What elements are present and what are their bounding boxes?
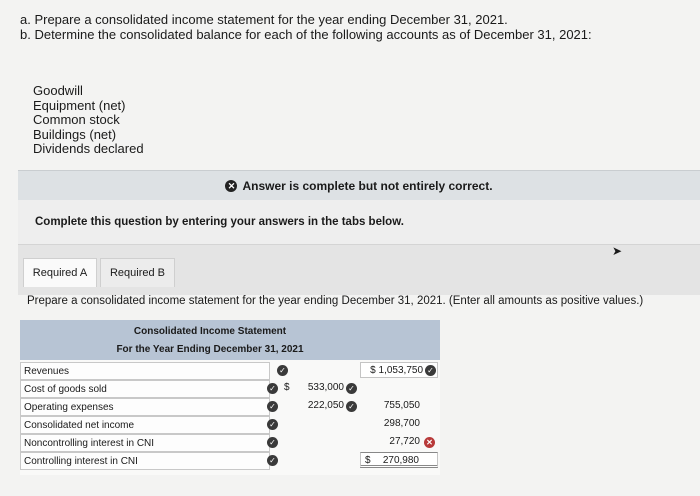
error-x-icon: ✕ — [225, 180, 237, 192]
check-icon: ✓ — [267, 419, 278, 430]
check-icon: ✓ — [267, 401, 278, 412]
nci-amount[interactable]: 27,720 — [389, 436, 420, 447]
controlling-interest-cell[interactable]: $ 270,980 — [360, 452, 438, 468]
tab-required-b-label: Required B — [109, 267, 166, 279]
question-a: a. Prepare a consolidated income statement for the year ending December 31, 2021. — [20, 12, 508, 27]
account-goodwill: Goodwill — [33, 83, 83, 98]
row-label[interactable]: Cost of goods sold — [20, 380, 270, 398]
table-row — [20, 362, 440, 380]
account-equipment: Equipment (net) — [33, 97, 126, 113]
row-label[interactable]: Noncontrolling interest in CNI — [20, 434, 270, 452]
tab-strip — [18, 244, 700, 295]
instructions-text: Complete this question by entering your answers in the tabs below. — [35, 216, 404, 228]
check-icon: ✓ — [267, 383, 278, 394]
wrong-x-icon: ✕ — [424, 437, 435, 448]
question-b: b. Determine the consolidated balance for each of the following accounts as of December 31, 2021: — [20, 27, 592, 42]
statement-instruction: Prepare a consolidated income statement for the year ending December 31, 2021. (Enter all amounts as positive values.) — [27, 295, 644, 307]
answer-status-text: Answer is complete but not entirely correct. — [242, 179, 493, 193]
income-statement-table — [20, 320, 440, 475]
instructions-bar — [18, 200, 700, 244]
table-row — [20, 416, 440, 434]
statement-header — [20, 320, 440, 360]
cogs-amount[interactable]: 533,000 — [307, 382, 344, 393]
table-row — [20, 434, 440, 452]
cni-amount[interactable]: 298,700 — [383, 418, 420, 429]
check-icon: ✓ — [346, 401, 357, 412]
check-icon: ✓ — [346, 383, 357, 394]
row-label[interactable]: Controlling interest in CNI — [20, 452, 270, 470]
check-icon: ✓ — [267, 437, 278, 448]
answer-status-banner — [18, 170, 700, 201]
table-row — [20, 398, 440, 416]
row-label[interactable]: Operating expenses — [20, 398, 270, 416]
dollar-sign: $ — [284, 382, 290, 393]
check-icon: ✓ — [425, 365, 436, 376]
revenues-amount[interactable]: $ 1,053,750 — [360, 362, 438, 378]
account-buildings: Buildings (net) — [33, 126, 117, 142]
table-row — [20, 452, 440, 470]
check-icon: ✓ — [267, 455, 278, 466]
statement-subtitle: For the Year Ending December 31, 2021 — [116, 344, 304, 355]
opex-amount[interactable]: 222,050 — [307, 400, 344, 411]
tab-required-a[interactable] — [23, 258, 97, 287]
account-dividends: Dividends declared — [33, 141, 144, 156]
row-label[interactable]: Consolidated net income — [20, 416, 270, 434]
check-icon: ✓ — [277, 365, 288, 376]
total-expenses-amount[interactable]: 755,050 — [383, 400, 420, 411]
row-label[interactable]: Revenues — [20, 362, 270, 380]
table-row — [20, 380, 440, 398]
mouse-cursor-icon: ➤ — [612, 244, 623, 258]
account-common-stock: Common stock — [33, 112, 120, 127]
tab-required-a-label: Required A — [32, 267, 88, 279]
statement-title: Consolidated Income Statement — [133, 326, 287, 337]
tab-required-b[interactable] — [100, 258, 175, 287]
